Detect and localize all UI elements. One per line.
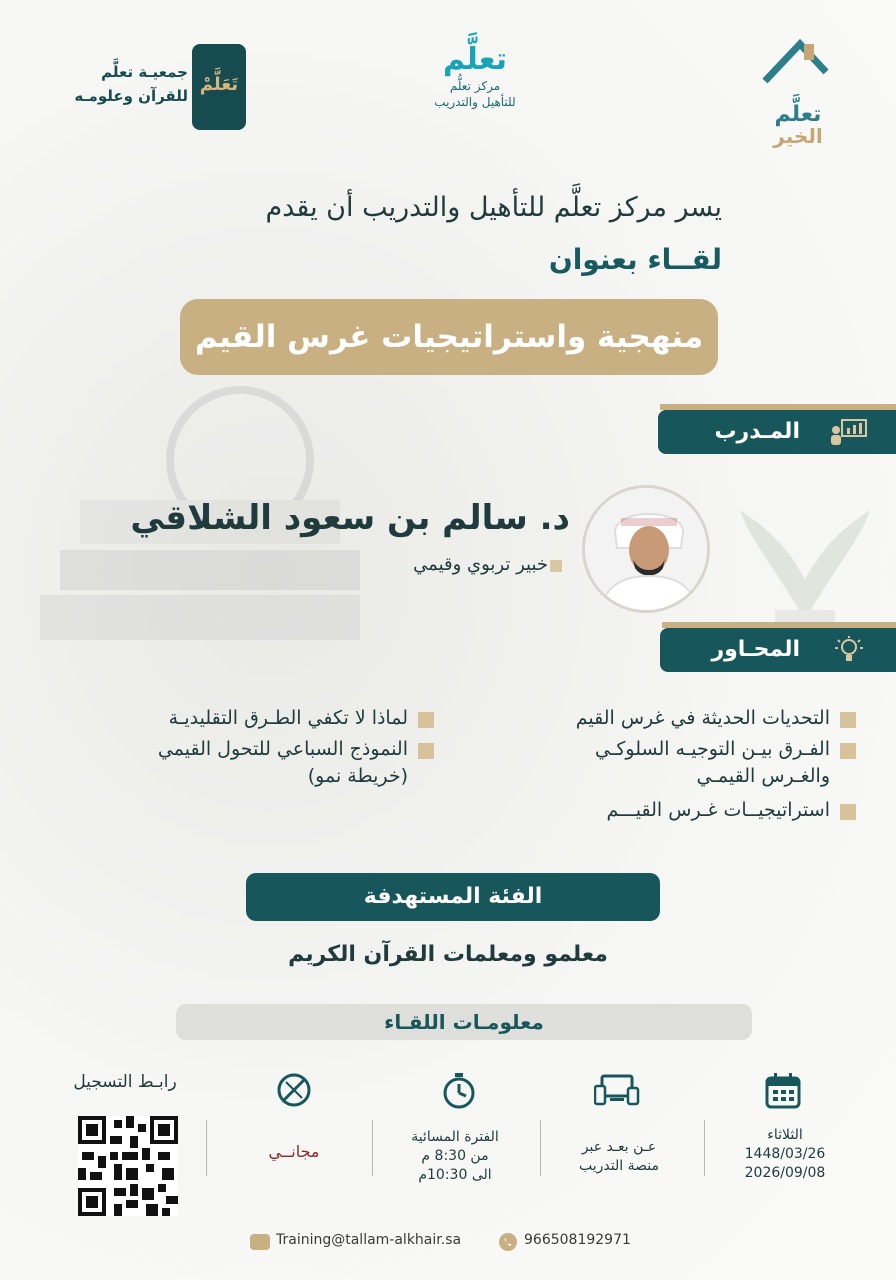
trainer-photo xyxy=(582,485,710,613)
title-banner xyxy=(180,299,718,375)
logo-right-line2: الخير xyxy=(773,124,823,148)
person-icon xyxy=(585,488,710,613)
logo-center-line1: مركز تعلُّم xyxy=(449,79,501,93)
price-info: مجانــي xyxy=(268,1142,320,1161)
mode-line2: منصة التدريب xyxy=(579,1158,659,1174)
stopwatch-icon xyxy=(441,1072,477,1110)
date-hijri: 1448/03/26 xyxy=(744,1146,826,1162)
info-divider xyxy=(540,1120,541,1176)
email-icon xyxy=(250,1234,270,1250)
training-center-logo xyxy=(420,42,530,134)
logo-left-line1: جمعيـة تعلَّم xyxy=(101,63,188,81)
axis-item-continued: والغـرس القيمـي xyxy=(696,765,830,787)
contact-email[interactable]: Training@tallam-alkhair.sa xyxy=(276,1232,462,1248)
trainer-name: د. سالم بن سعود الشلاقي xyxy=(130,498,570,538)
logo-right-line1: تعلَّم xyxy=(774,102,822,127)
mode-line1: عـن بعـد عبر xyxy=(581,1139,657,1155)
info-divider xyxy=(372,1120,373,1176)
axes-section-label: المحـاور xyxy=(711,637,800,662)
time-period: الفترة المسائية xyxy=(411,1129,499,1145)
house-roof-icon xyxy=(760,36,830,96)
axis-item: النموذج السباعي للتحول القيمي xyxy=(157,738,408,760)
date-info xyxy=(730,1126,840,1183)
role-bullet xyxy=(550,560,562,572)
axis-item-continued: (خريطة نمو) xyxy=(307,765,408,787)
axis-item: لماذا لا تكفي الطـرق التقليديـة xyxy=(168,707,408,729)
event-title: منهجية واستراتيجيات غرس القيم xyxy=(194,319,704,355)
logo-badge xyxy=(192,44,246,130)
info-divider xyxy=(206,1120,207,1176)
trainer-role: خبير تربوي وقيمي xyxy=(413,554,548,575)
free-tag-icon xyxy=(276,1072,312,1108)
date-gregorian: 2026/09/08 xyxy=(744,1165,826,1181)
mode-info xyxy=(560,1138,678,1176)
axis-item: الفـرق بيـن التوجيـه السلوكـي xyxy=(594,738,830,760)
registration-qr-code[interactable] xyxy=(78,1116,178,1216)
info-divider xyxy=(704,1120,705,1176)
time-info xyxy=(390,1128,520,1185)
target-audience-value: معلمو ومعلمات القرآن الكريم xyxy=(288,942,608,967)
devices-icon xyxy=(594,1074,640,1108)
intro-text: يسر مركز تعلَّم للتأهيل والتدريب أن يقدم xyxy=(265,192,722,223)
meeting-info-label: معلومـات اللقـاء xyxy=(384,1010,544,1034)
target-audience-label: الفئة المستهدفة xyxy=(363,884,543,909)
whatsapp-icon xyxy=(498,1232,518,1252)
idea-bulb-icon xyxy=(830,636,868,664)
axis-bullet xyxy=(840,743,856,759)
target-audience-header xyxy=(246,873,660,921)
axis-bullet xyxy=(840,804,856,820)
axis-bullet xyxy=(418,712,434,728)
axis-bullet xyxy=(418,743,434,759)
time-to: الى 10:30م xyxy=(418,1167,492,1183)
date-day: الثلاثاء xyxy=(767,1127,803,1143)
logo-center-big: تعلَّم xyxy=(443,42,507,77)
tallam-alkhair-logo xyxy=(752,36,844,148)
axis-item: التحديات الحديثة في غرس القيم xyxy=(575,707,830,729)
contact-phone[interactable]: 966508192971 xyxy=(524,1232,631,1248)
trainer-section-header xyxy=(658,410,896,454)
logo-badge-text: تَعَلَّمْ xyxy=(199,74,239,95)
axes-section-header xyxy=(660,628,896,672)
logo-center-line2: للتأهيل والتدريب xyxy=(434,95,516,109)
meeting-info-bar xyxy=(176,1004,752,1040)
axis-bullet xyxy=(840,712,856,728)
logo-left-line2: للقرآن وعلومـه xyxy=(74,87,188,105)
background-plant-illustration xyxy=(730,470,880,640)
intro-subtitle: لقــاء بعنوان xyxy=(548,243,722,276)
calendar-icon xyxy=(764,1072,802,1110)
quran-association-logo xyxy=(62,42,252,132)
presenter-icon xyxy=(830,418,868,446)
time-from: من 8:30 م xyxy=(421,1148,489,1164)
axis-item: استراتيجيــات غـرس القيـــم xyxy=(606,799,830,821)
registration-label: رابـط التسجيل xyxy=(73,1072,177,1092)
trainer-section-label: المـدرب xyxy=(714,419,800,444)
